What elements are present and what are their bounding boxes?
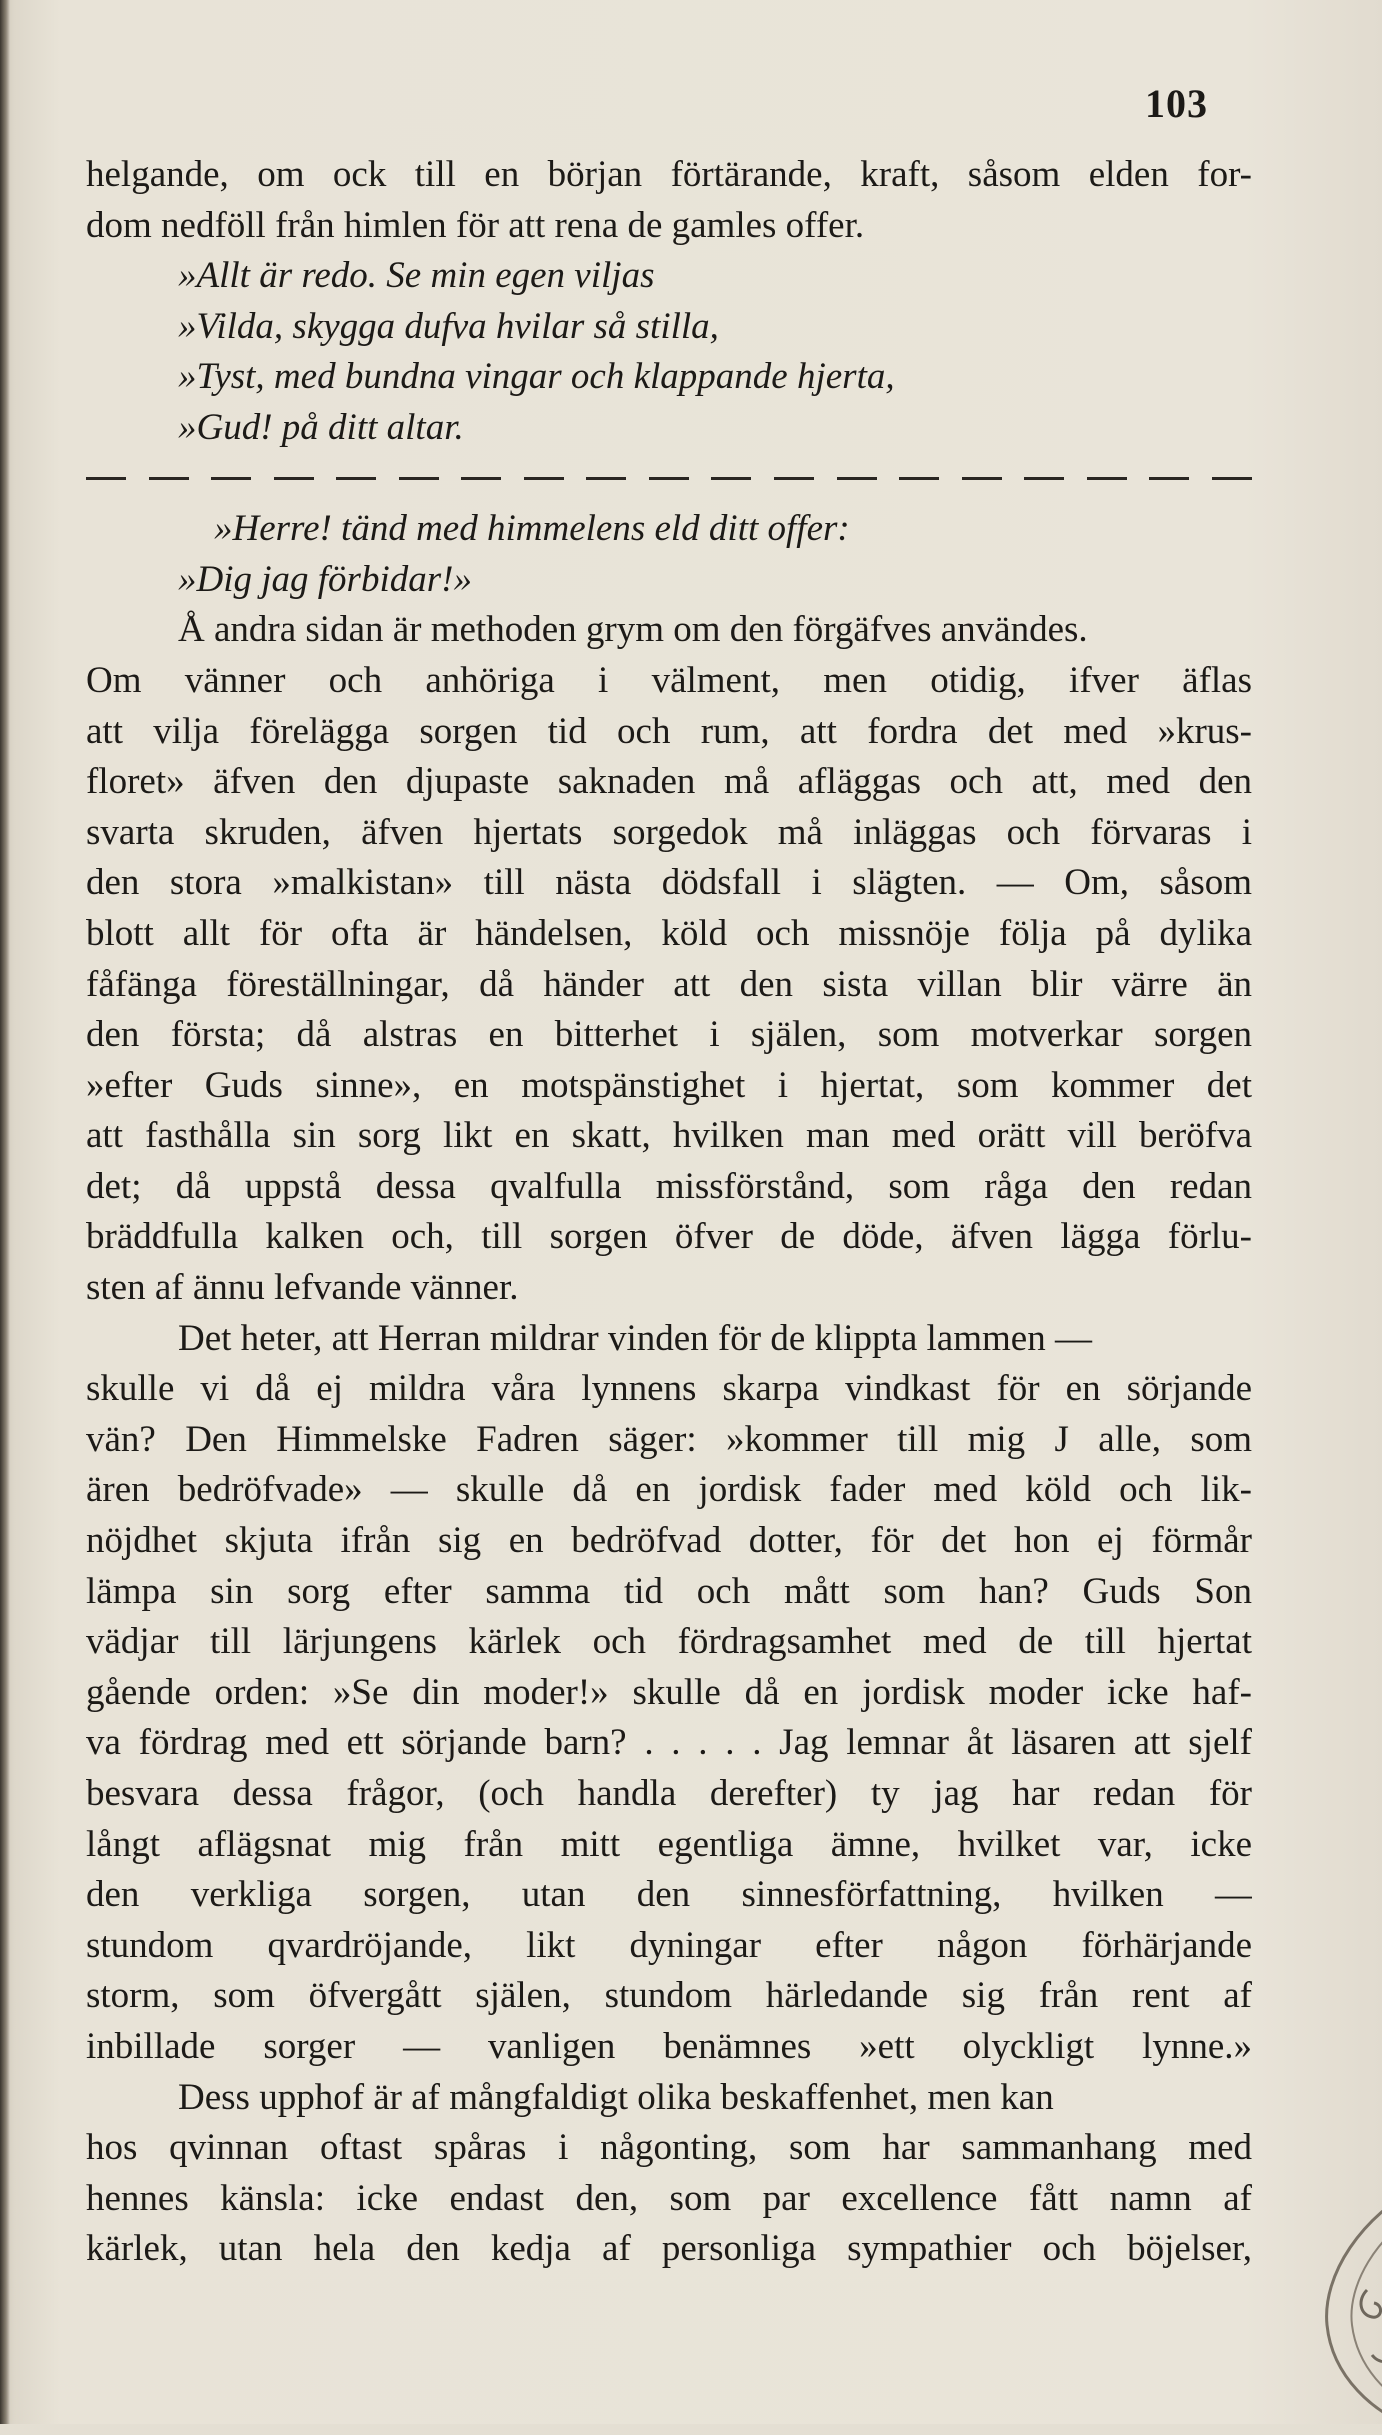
text-line: Dess upphof är af mångfaldigt olika beskaffenhet, men kan [178, 2076, 1054, 2118]
text-line: inbillade sorger — vanligen benämnes »ett olyckligt lynne.» [86, 2025, 1252, 2067]
body-text [86, 150, 1252, 2275]
text-line: »Gud! på ditt altar. [178, 406, 464, 448]
text-line: bräddfulla kalken och, till sorgen öfver de döde, äfven lägga förlu- [86, 1216, 1252, 1258]
text-line: fåfänga föreställningar, då händer att den sista villan blir värre än [86, 963, 1252, 1005]
text-line: skulle vi då ej mildra våra lynnens skarpa vindkast för en sörjande [86, 1368, 1252, 1410]
text-line: den stora »malkistan» till nästa dödsfall i slägten. — Om, såsom [86, 862, 1252, 904]
text-line: det; då uppstå dessa qvalfulla missförstånd, som råga den redan [86, 1165, 1252, 1207]
text-line: hennes känsla: icke endast den, som par excellence fått namn af [86, 2177, 1252, 2219]
text-line: va fördrag med ett sörjande barn? . . . . . Jag lemnar åt läsaren att sjelf [86, 1722, 1252, 1764]
text-line: svarta skruden, äfven hjertats sorgedok må inläggas och förvaras i [86, 811, 1252, 853]
text-line: den första; då alstras en bitterhet i själen, som motverkar sorgen [86, 1014, 1252, 1056]
text-line: »Allt är redo. Se min egen viljas [178, 255, 655, 297]
text-line: gående orden: »Se din moder!» skulle då en jordisk moder icke haf- [86, 1671, 1252, 1713]
text-line: den verkliga sorgen, utan den sinnesförfattning, hvilken — [86, 1874, 1252, 1916]
text-line: vän? Den Himmelske Fadren säger: »kommer till mig J alle, som [86, 1418, 1252, 1460]
text-line: att vilja förelägga sorgen tid och rum, att fordra det med »krus- [86, 710, 1252, 752]
text-line: »efter Guds sinne», en motspänstighet i hjertat, som kommer det [86, 1064, 1252, 1106]
text-line: kärlek, utan hela den kedja af personliga sympathier och böjelser, [86, 2228, 1252, 2270]
page-number: 103 [1145, 81, 1208, 126]
text-line: floret» äfven den djupaste saknaden må afläggas och att, med den [86, 761, 1252, 803]
text-line: lämpa sin sorg efter samma tid och mått som han? Guds Son [86, 1570, 1252, 1612]
page-binding-edge [0, 0, 10, 2424]
text-line: sten af ännu lefvande vänner. [86, 1267, 519, 1309]
text-line: långt aflägsnat mig från mitt egentliga ämne, hvilket var, icke [86, 1823, 1252, 1865]
text-line: besvara dessa frågor, (och handla derefter) ty jag har redan för [86, 1773, 1252, 1814]
text-line: att fasthålla sin sorg likt en skatt, hvilken man med orätt vill beröfva [86, 1115, 1252, 1157]
text-line: stundom qvardröjande, likt dyningar efter någon förhärjande [86, 1924, 1252, 1966]
text-line: blott allt för ofta är händelsen, köld och missnöje följa på dylika [86, 912, 1252, 954]
text-line: »Herre! tänd med himmelens eld ditt offer: [214, 508, 850, 550]
text-line: nöjdhet skjuta ifrån sig en bedröfvad dotter, för det hon ej förmår [86, 1520, 1252, 1562]
text-line: Det heter, att Herran mildrar vinden för de klippta lammen — [178, 1317, 1092, 1359]
text-line: Om vänner och anhöriga i välment, men otidig, ifver äflas [86, 659, 1252, 701]
text-line: helgande, om ock till en början förtärande, kraft, såsom elden for- [86, 154, 1252, 195]
text-line: vädjar till lärjungens kärlek och fördragsamhet med de till hjertat [86, 1621, 1252, 1663]
text-line: dom nedföll från himlen för att rena de gamles offer. [86, 204, 865, 246]
text-line: hos qvinnan oftast spåras i någonting, som har sammanhang med [86, 2127, 1252, 2169]
text-line: storm, som öfvergått själen, stundom härledande sig från rent af [86, 1975, 1252, 2017]
text-line: »Dig jag förbidar!» [178, 558, 472, 600]
text-line: Å andra sidan är methoden grym om den förgäfves användes. [178, 609, 1088, 651]
library-stamp-icon [1272, 2175, 1382, 2435]
dash-separator [86, 454, 1252, 505]
text-line: »Tyst, med bundna vingar och klappande hjerta, [178, 356, 895, 398]
text-line: »Vilda, skygga dufva hvilar så stilla, [178, 305, 719, 347]
text-line: ären bedröfvade» — skulle då en jordisk fader med köld och lik- [86, 1469, 1252, 1511]
